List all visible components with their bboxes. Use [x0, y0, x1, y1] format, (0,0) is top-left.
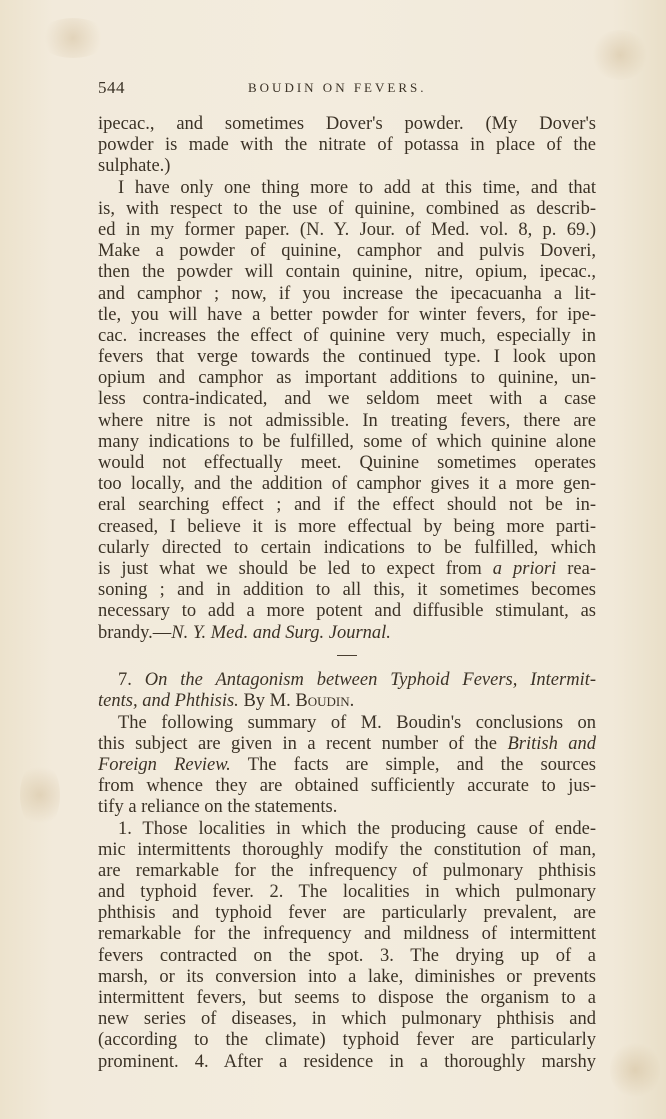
text-line: would not effectually meet. Quinine sometimes operates	[98, 453, 596, 473]
text-line: and typhoid fever. 2. The localities in which pulmonary	[98, 882, 596, 903]
text-line: tle, you will have a better powder for winter fevers, for ipe-	[98, 304, 596, 325]
section-heading-line	[98, 691, 596, 712]
byline: By M.	[243, 691, 291, 712]
text-line: eral searching effect ; and if the effect should not be in-	[98, 495, 596, 516]
text-line	[98, 559, 596, 580]
text-span: brandy.—	[98, 622, 172, 643]
text-line: Make a powder of quinine, camphor and pulvis Doveri,	[98, 241, 596, 262]
text-line: are remarkable for the infrequency of pulmonary phthisis	[98, 860, 596, 881]
text-line: necessary to add a more potent and diffusible stimulant, as	[98, 601, 596, 622]
paper-stain	[590, 30, 650, 80]
text-span: The facts are simple, and the sources	[247, 754, 596, 775]
text-span: is just what we should be led to expect from	[98, 558, 482, 579]
text-line: soning ; and in addition to all this, it sometimes becomes	[98, 580, 596, 601]
journal-name: Foreign Review.	[98, 754, 231, 775]
text-line: then the powder will contain quinine, nitre, opium, ipecac.,	[98, 262, 596, 283]
text-line: (according to the climate) typhoid fever are particularly	[98, 1030, 596, 1051]
paper-stain	[20, 760, 60, 830]
text-line: mic intermittents thoroughly modify the constitution of man,	[98, 839, 596, 860]
author-name: Boudin.	[295, 691, 355, 712]
section-divider	[337, 655, 357, 657]
section-heading-line	[98, 670, 596, 691]
text-line: The following summary of M. Boudin's conclusions on	[118, 712, 596, 733]
text-line: 1. Those localities in which the producing cause of ende-	[118, 818, 596, 839]
text-line	[98, 623, 596, 644]
text-line: less contra-indicated, and we seldom meet with a case	[98, 389, 596, 410]
text-line: ed in my former paper. (N. Y. Jour. of Med. vol. 8, p. 69.)	[98, 219, 596, 240]
text-line: is, with respect to the use of quinine, combined as describ-	[98, 198, 596, 219]
text-line: cac. increases the effect of quinine very much, especially in	[98, 325, 596, 346]
page-header	[98, 78, 596, 102]
text-line: and camphor ; now, if you increase the ipecacuanha a lit-	[98, 283, 596, 304]
text-line: from whence they are obtained sufficiently accurate to jus-	[98, 776, 596, 797]
text-line: marsh, or its conversion into a lake, diminishes or prevents	[98, 966, 596, 987]
text-line: where nitre is not admissible. In treating fevers, there are	[98, 410, 596, 431]
text-line: creased, I believe it is more effectual by being more parti-	[98, 516, 596, 537]
text-line: opium and camphor as important additions to quinine, un-	[98, 368, 596, 389]
text-line: intermittent fevers, but seems to dispose the organism to a	[98, 988, 596, 1008]
text-span: this subject are given in a recent number of the	[98, 733, 498, 754]
section-title: tents, and Phthisis.	[98, 691, 239, 712]
running-head: BOUDIN ON FEVERS.	[248, 80, 427, 95]
body-text	[98, 114, 596, 1073]
text-span: rea-	[567, 558, 596, 579]
journal-citation: N. Y. Med. and Surg. Journal.	[171, 622, 391, 643]
text-line	[98, 755, 596, 776]
page-number: 544	[98, 78, 125, 97]
latin-phrase: a priori	[492, 558, 557, 579]
text-line: ipecac., and sometimes Dover's powder. (My Dover's	[98, 114, 596, 134]
text-line: remarkable for the infrequency and mildness of intermittent	[98, 924, 596, 945]
text-line: powder is made with the nitrate of potassa in place of the	[98, 135, 596, 156]
section-number: 7.	[118, 670, 132, 691]
text-line: phthisis and typhoid fever are particularly prevalent, are	[98, 903, 596, 924]
text-line: prominent. 4. After a residence in a thoroughly marshy	[98, 1051, 596, 1072]
text-line	[98, 734, 596, 755]
text-line: cularly directed to certain indications to be fulfilled, which	[98, 537, 596, 558]
text-line: many indications to be fulfilled, some of which quinine alone	[98, 431, 596, 452]
text-line: new series of diseases, in which pulmonary phthisis and	[98, 1009, 596, 1030]
text-line: fevers that verge towards the continued type. I look upon	[98, 347, 596, 368]
paper-stain	[38, 18, 108, 58]
text-line: tify a reliance on the statements.	[98, 797, 338, 818]
section-title: On the Antagonism between Typhoid Fevers, Intermit-	[144, 670, 597, 691]
journal-name: British and	[507, 733, 597, 754]
text-line: I have only one thing more to add at this time, and that	[118, 177, 596, 198]
paper-stain	[610, 1040, 660, 1100]
text-line: sulphate.)	[98, 156, 171, 177]
text-line: fevers contracted on the spot. 3. The drying up of a	[98, 945, 596, 966]
text-line: too locally, and the addition of camphor gives it a more gen-	[98, 474, 596, 495]
